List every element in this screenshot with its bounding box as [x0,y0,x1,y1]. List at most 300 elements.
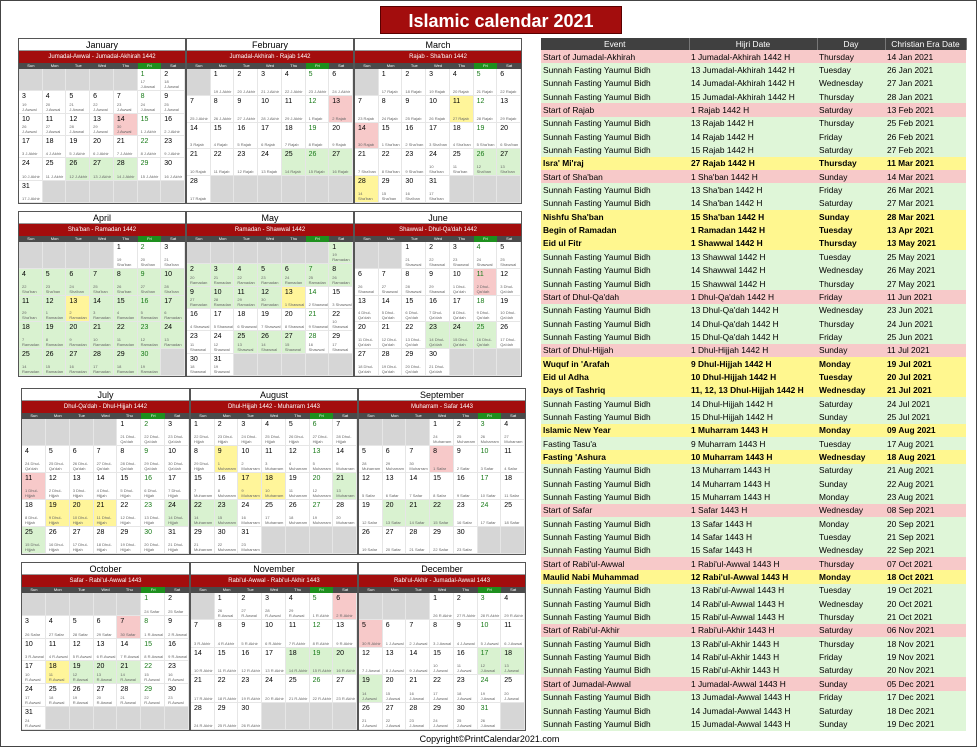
event-row [541,264,966,277]
day-number: 3 [261,71,266,78]
hijri-day: 22 Shawwal [429,256,446,267]
day-cell [262,620,286,647]
day-number: 24 [265,677,273,685]
day-number: 19 [500,297,509,305]
day-cell [286,446,310,473]
day-cell [262,473,286,500]
hijri-day: 18 R.Akhir [217,695,237,701]
day-number: 3 [213,266,218,274]
day-number: 26 [362,529,370,536]
day-cell [286,620,310,647]
day-number: 12 [72,640,81,648]
day-number: 6 [332,71,337,78]
day-cell [187,264,211,286]
weekday-label: Sun [367,587,375,592]
day-number: 8 [194,448,198,455]
hijri-date: 15 Sha'ban 1442 H [689,210,817,223]
hijri-day: 28 Ramadan [213,296,232,307]
hijri-day: 27 J.Akhir [237,115,256,121]
hijri-day: 6 R.Akhir [265,640,282,646]
christian-date: 13 Feb 2021 [885,103,966,116]
day-cell [426,149,450,176]
hijri-day: 26 Shawwal [358,283,375,294]
hijri-day: 26 R.Awwal [217,608,234,619]
day-cell [383,500,407,527]
day-cell [306,309,330,331]
day-cell [333,648,357,675]
hijri-date: 1 Shawwal 1442 H [689,237,817,250]
day-number: 22 [116,324,125,332]
empty-day [90,181,114,203]
weekday: Friday [817,330,885,343]
day-grid [187,242,353,376]
empty-day [43,242,67,269]
hijri-date: 1 Jumadal-Awwal 1443 H [689,677,817,690]
hijri-day: 26 R.Akhir [241,722,261,728]
hijri-day: 30 Rajab [358,142,375,148]
weekday-label: Sun [363,236,371,241]
christian-date: 05 Dec 2021 [885,677,966,690]
event-name: Start of Sha'ban [541,170,689,183]
day-cell [94,639,118,662]
weekday-label: Wed [433,63,443,68]
hijri-day: 6 Safar [385,493,399,498]
weekday-label: Sat [338,236,345,241]
hijri-day: 25 Rajab [405,115,422,121]
hijri-day: 20 Safar [385,547,401,552]
day-cell [286,675,310,702]
hijri-day: 25 J.Akhir [190,115,208,121]
day-cell [333,419,357,446]
weekday-label: Sun [27,236,35,241]
day-number: 11 [476,270,484,278]
day-cell [19,269,43,296]
day-number: 20 [93,137,101,145]
hijri-day: 13 Rajab [261,169,278,175]
day-cell [90,322,114,349]
day-cell [402,296,426,323]
day-number: 25 [265,502,273,509]
hijri-date: 14 Dhul-Qa'dah 1442 H [689,317,817,330]
day-number: 21 [308,310,317,318]
hijri-date: 14 Jumadal-Awwal 1443 H [689,704,817,717]
day-cell [333,675,357,702]
empty-day [22,593,46,616]
day-cell [262,419,286,446]
day-cell [22,639,46,662]
month-name: December [359,563,525,575]
day-number: 5 [500,244,505,251]
day-cell [406,446,430,473]
weekday-label: Sat [338,63,345,68]
day-grid [22,419,189,554]
day-number: 14 [409,475,418,482]
day-number: 31 [22,182,30,190]
hijri-day: 28 Shawwal [405,283,422,294]
day-number: 2 [241,595,246,602]
hijri-day: 7 Sha'ban [358,169,376,175]
day-cell [454,473,478,500]
hijri-day: 11 Ramadan [116,337,135,348]
day-number: 4 [265,421,270,428]
day-number: 29 [120,529,129,536]
day-cell [46,527,70,554]
hijri-day: 7 R.Akhir [288,640,306,646]
day-cell [426,242,450,269]
weekday-label: Fri [478,413,502,419]
hijri-day: 9 J.Awwal [409,668,428,674]
hijri-day: 26 R.Akhir [433,613,452,619]
hijri-day: 24 Safar [144,608,160,614]
hijri-day: 13 Ramadan [164,337,182,348]
hijri-day: 4 Dhul-Qa'dah [358,310,371,321]
day-number: 2 [456,595,461,602]
hijri-day: 15 J.Awwal [385,690,401,701]
weekday-label: Wed [265,236,275,241]
hijri-day: 21 J.Awwal [69,101,85,112]
hijri-date: 15 Dhul-Hijjah 1442 H [689,410,817,423]
weekday-label: Fri [138,63,162,69]
day-number: 16 [217,475,226,482]
day-number: 3 [429,71,434,78]
hijri-day: 4 R.Awwal [48,654,68,660]
hijri-date: 14 Shawwal 1442 H [689,264,817,277]
day-cell [355,176,379,203]
empty-day [211,242,235,264]
hijri-day: 3 J.Akhir [22,151,38,157]
day-number: 5 [69,93,74,101]
event-row [541,544,966,557]
day-number: 24 [241,502,250,509]
hijri-day: 3 Sha'ban [429,142,448,148]
event-row [541,610,966,623]
hijri-day: 25 R.Akhir [217,722,237,728]
weekday: Sunday [817,170,885,183]
christian-date: 25 Jun 2021 [885,330,966,343]
hijri-day: 29 J.Awwal [93,123,108,134]
event-row [541,464,966,477]
day-number: 30 [429,351,437,359]
hijri-day: 3 Shawwal [332,301,352,307]
event-row [541,677,966,690]
header-day: Day [817,38,885,50]
day-number: 21 [381,324,390,332]
hijri-day: 10 Safar [480,493,496,498]
day-number: 13 [385,649,394,657]
hijri-day: 8 Safar [433,493,447,498]
day-cell [238,675,262,702]
month-name: April [19,212,185,224]
day-cell [501,446,525,473]
day-number: 5 [476,71,481,78]
weekday: Thursday [817,90,885,103]
day-cell [383,527,407,554]
day-cell [43,91,67,113]
event-row [541,290,966,303]
hijri-day: 23 Rajab [358,115,375,121]
day-number: 4 [22,270,26,278]
day-number: 19 [69,137,78,145]
hijri-day: 21 Safar [409,547,425,552]
day-cell [141,684,165,707]
day-cell [70,500,94,527]
day-cell [310,593,334,620]
day-number: 3 [25,617,29,625]
hijri-range: Jumadal-Awwal - Jumadal-Akhirah 1442 [19,51,185,63]
hijri-day: 20 J.Akhir [237,88,256,94]
christian-date: 23 Jun 2021 [885,304,966,317]
day-cell [359,703,383,730]
empty-day [333,703,357,730]
day-cell [501,620,525,647]
christian-date: 17 Dec 2021 [885,691,966,704]
day-number: 17 [261,124,269,132]
day-number: 16 [456,649,465,657]
hijri-day: 13 J.Awwal [504,663,519,674]
event-row [541,90,966,103]
hijri-day: 13 Dhul-Qa'dah [405,337,421,348]
day-number: 6 [500,71,505,78]
hijri-day: 6 Muharram [336,461,355,471]
event-name: Sunnah Fasting Yaumul Bidh [541,597,689,610]
day-number: 7 [336,421,341,428]
calendar-july [21,388,190,555]
event-name: Fasting 'Ashura [541,450,689,463]
day-number: 16 [241,649,250,657]
christian-date: 25 Feb 2021 [885,117,966,130]
day-cell [90,349,114,376]
hijri-day: 28 R.Akhir [480,613,500,619]
hijri-day: 5 J.Awwal [480,640,499,646]
hijri-day: 19 Rajab [429,88,446,94]
empty-day [359,419,383,446]
day-cell [211,264,235,286]
day-number: 20 [358,324,366,332]
day-cell [90,136,114,158]
day-cell [478,593,502,620]
day-cell [333,446,357,473]
day-cell [310,648,334,675]
christian-date: 18 Dec 2021 [885,704,966,717]
empty-day [70,593,94,616]
day-cell [379,149,403,176]
hijri-day: 7 Ramadan [22,337,40,348]
day-cell [402,349,426,376]
hijri-day: 4 Ramadan [116,310,135,321]
hijri-day: 23 J.Awwal [409,717,425,728]
day-number: 7 [381,270,386,278]
day-cell [430,675,454,702]
day-cell [355,123,379,150]
hijri-date: 1 Dhul-Qa'dah 1442 H [689,290,817,303]
day-number: 5 [72,617,77,625]
hijri-day: 9 J.Akhir [164,151,180,157]
empty-day [258,242,282,264]
day-cell [215,593,239,620]
day-cell [117,419,141,446]
calendar-august [190,388,358,555]
hijri-day: 5 J.Akhir [69,151,85,157]
weekday-label: Sat [174,413,181,418]
day-number: 7 [194,622,198,630]
hijri-range: Jumadal-Akhirah - Rajab 1442 [187,51,353,63]
day-cell [238,419,262,446]
day-cell [70,446,94,473]
day-number: 28 [116,160,125,168]
empty-day [43,181,67,203]
day-number: 20 [72,502,81,509]
hijri-day: 21 J.Awwal [362,717,377,728]
event-row [541,130,966,143]
hijri-date: 13 Muharram 1443 H [689,464,817,477]
hijri-date: 14 Rabi'ul-Awwal 1443 H [689,597,817,610]
day-cell [359,620,383,647]
hijri-day: 29 R.Awwal [288,608,305,619]
day-cell [379,296,403,323]
hijri-day: 19 Sha'ban [116,256,132,267]
christian-date: 07 Oct 2021 [885,557,966,570]
day-number: 5 [261,266,266,274]
hijri-day: 6 Dhul-Hijjah [144,488,158,498]
empty-day [359,593,383,620]
hijri-day: 9 Dhul-Qa'dah [476,310,490,321]
hijri-date: 9 Dhul-Hijjah 1442 H [689,357,817,370]
empty-day [161,349,185,376]
day-cell [211,69,235,96]
day-number: 30 [168,686,176,694]
day-number: 14 [194,649,202,657]
hijri-date: 9 Muharram 1443 H [689,437,817,450]
day-cell [215,473,239,500]
day-number: 19 [72,663,81,671]
weekday: Thursday [817,277,885,290]
day-cell [187,149,211,176]
day-cell [141,527,165,554]
hijri-day: 9 Rajab [332,142,347,148]
day-cell [187,287,211,309]
copyright-footer: Copyright©PrintCalendar2021.com [419,734,560,744]
day-cell [66,91,90,113]
weekday: Saturday [817,464,885,477]
hijri-day: 5 Muharram [312,461,331,471]
day-cell [141,419,165,446]
day-number: 26 [312,677,321,685]
event-row [541,210,966,223]
day-number: 6 [358,270,362,278]
day-number: 13 [69,297,78,305]
hijri-day: 25 Sha'ban [93,283,108,294]
event-row [541,197,966,210]
day-cell [402,69,426,96]
weekday-label: Thu [458,236,466,241]
calendar-october [21,562,190,731]
hijri-date: 15 Shawwal 1442 H [689,277,817,290]
event-name: Wuquf in 'Arafah [541,357,689,370]
day-cell [114,242,138,269]
empty-day [94,707,118,730]
day-cell [165,684,189,707]
weekday-label: Fri [138,236,162,242]
hijri-day: 15 Muharram [217,515,236,525]
hijri-day: 29 R.Akhir [504,613,523,619]
weekday-label: Wed [269,587,279,592]
day-cell [262,593,286,620]
hijri-day: 12 Safar [362,520,378,525]
day-cell [114,269,138,296]
day-cell [430,620,454,647]
day-cell [22,473,46,500]
hijri-day: 6 Sha'ban [500,142,519,148]
weekday-label: Mon [386,236,395,241]
day-number: 11 [22,297,30,305]
day-number: 11 [452,97,461,105]
day-cell [454,703,478,730]
day-number: 8 [433,448,438,455]
day-number: 9 [456,622,461,630]
day-cell [450,322,474,349]
event-name: Sunnah Fasting Yaumul Bidh [541,530,689,543]
day-cell [165,639,189,662]
hijri-day: 21 Sha'ban [164,256,179,267]
hijri-day: 9 R.Akhir [336,640,353,646]
event-name: Begin of Ramadan [541,223,689,236]
day-number: 21 [116,137,125,145]
hijri-day: 19 Ramadan [140,363,158,374]
hijri-day: 29 Dhul-Hijjah [194,461,210,471]
hijri-day: 21 R.Awwal [120,695,136,706]
day-cell [426,69,450,96]
hijri-day: 8 J.Akhir [140,151,157,157]
hijri-day: 10 J.Akhir [22,173,40,179]
hijri-day: 28 J.Akhir [261,115,279,121]
weekday-label: Wed [433,236,443,241]
event-row [541,650,966,663]
day-cell [161,242,185,269]
hijri-day: 20 R.Awwal [96,695,113,706]
weekday-label: Sat [174,587,181,592]
day-number: 27 [500,151,509,159]
hijri-range: Rabi'ul-Awwal - Rabi'ul-Akhir 1443 [191,575,357,587]
day-number: 27 [312,502,321,509]
day-number: 8 [144,617,149,625]
day-cell [379,349,403,376]
hijri-day: 26 Dhul-Hijjah [288,434,304,444]
day-number: 1 [194,421,198,428]
empty-day [497,349,521,376]
hijri-day: 2 R.Akhir [336,613,353,619]
day-cell [402,123,426,150]
weekday-label: Tue [74,236,82,241]
weekday-label: Sat [506,236,513,241]
event-row [541,344,966,357]
day-number: 8 [332,266,337,274]
day-number: 9 [241,622,246,630]
day-number: 14 [190,124,198,132]
day-number: 6 [93,93,98,101]
day-number: 28 [308,333,317,341]
day-cell [379,269,403,296]
day-number: 1 [120,421,125,428]
hijri-day: 17 J.Awwal [140,79,156,90]
empty-day [329,354,353,376]
day-number: 4 [237,266,242,274]
hijri-day: 10 J.Awwal [433,663,448,674]
christian-date: 21 Jul 2021 [885,384,966,397]
hijri-day: 22 J.Awwal [385,717,401,728]
day-number: 21 [409,677,418,685]
event-name: Sunnah Fasting Yaumul Bidh [541,277,689,290]
weekday: Wednesday [817,450,885,463]
